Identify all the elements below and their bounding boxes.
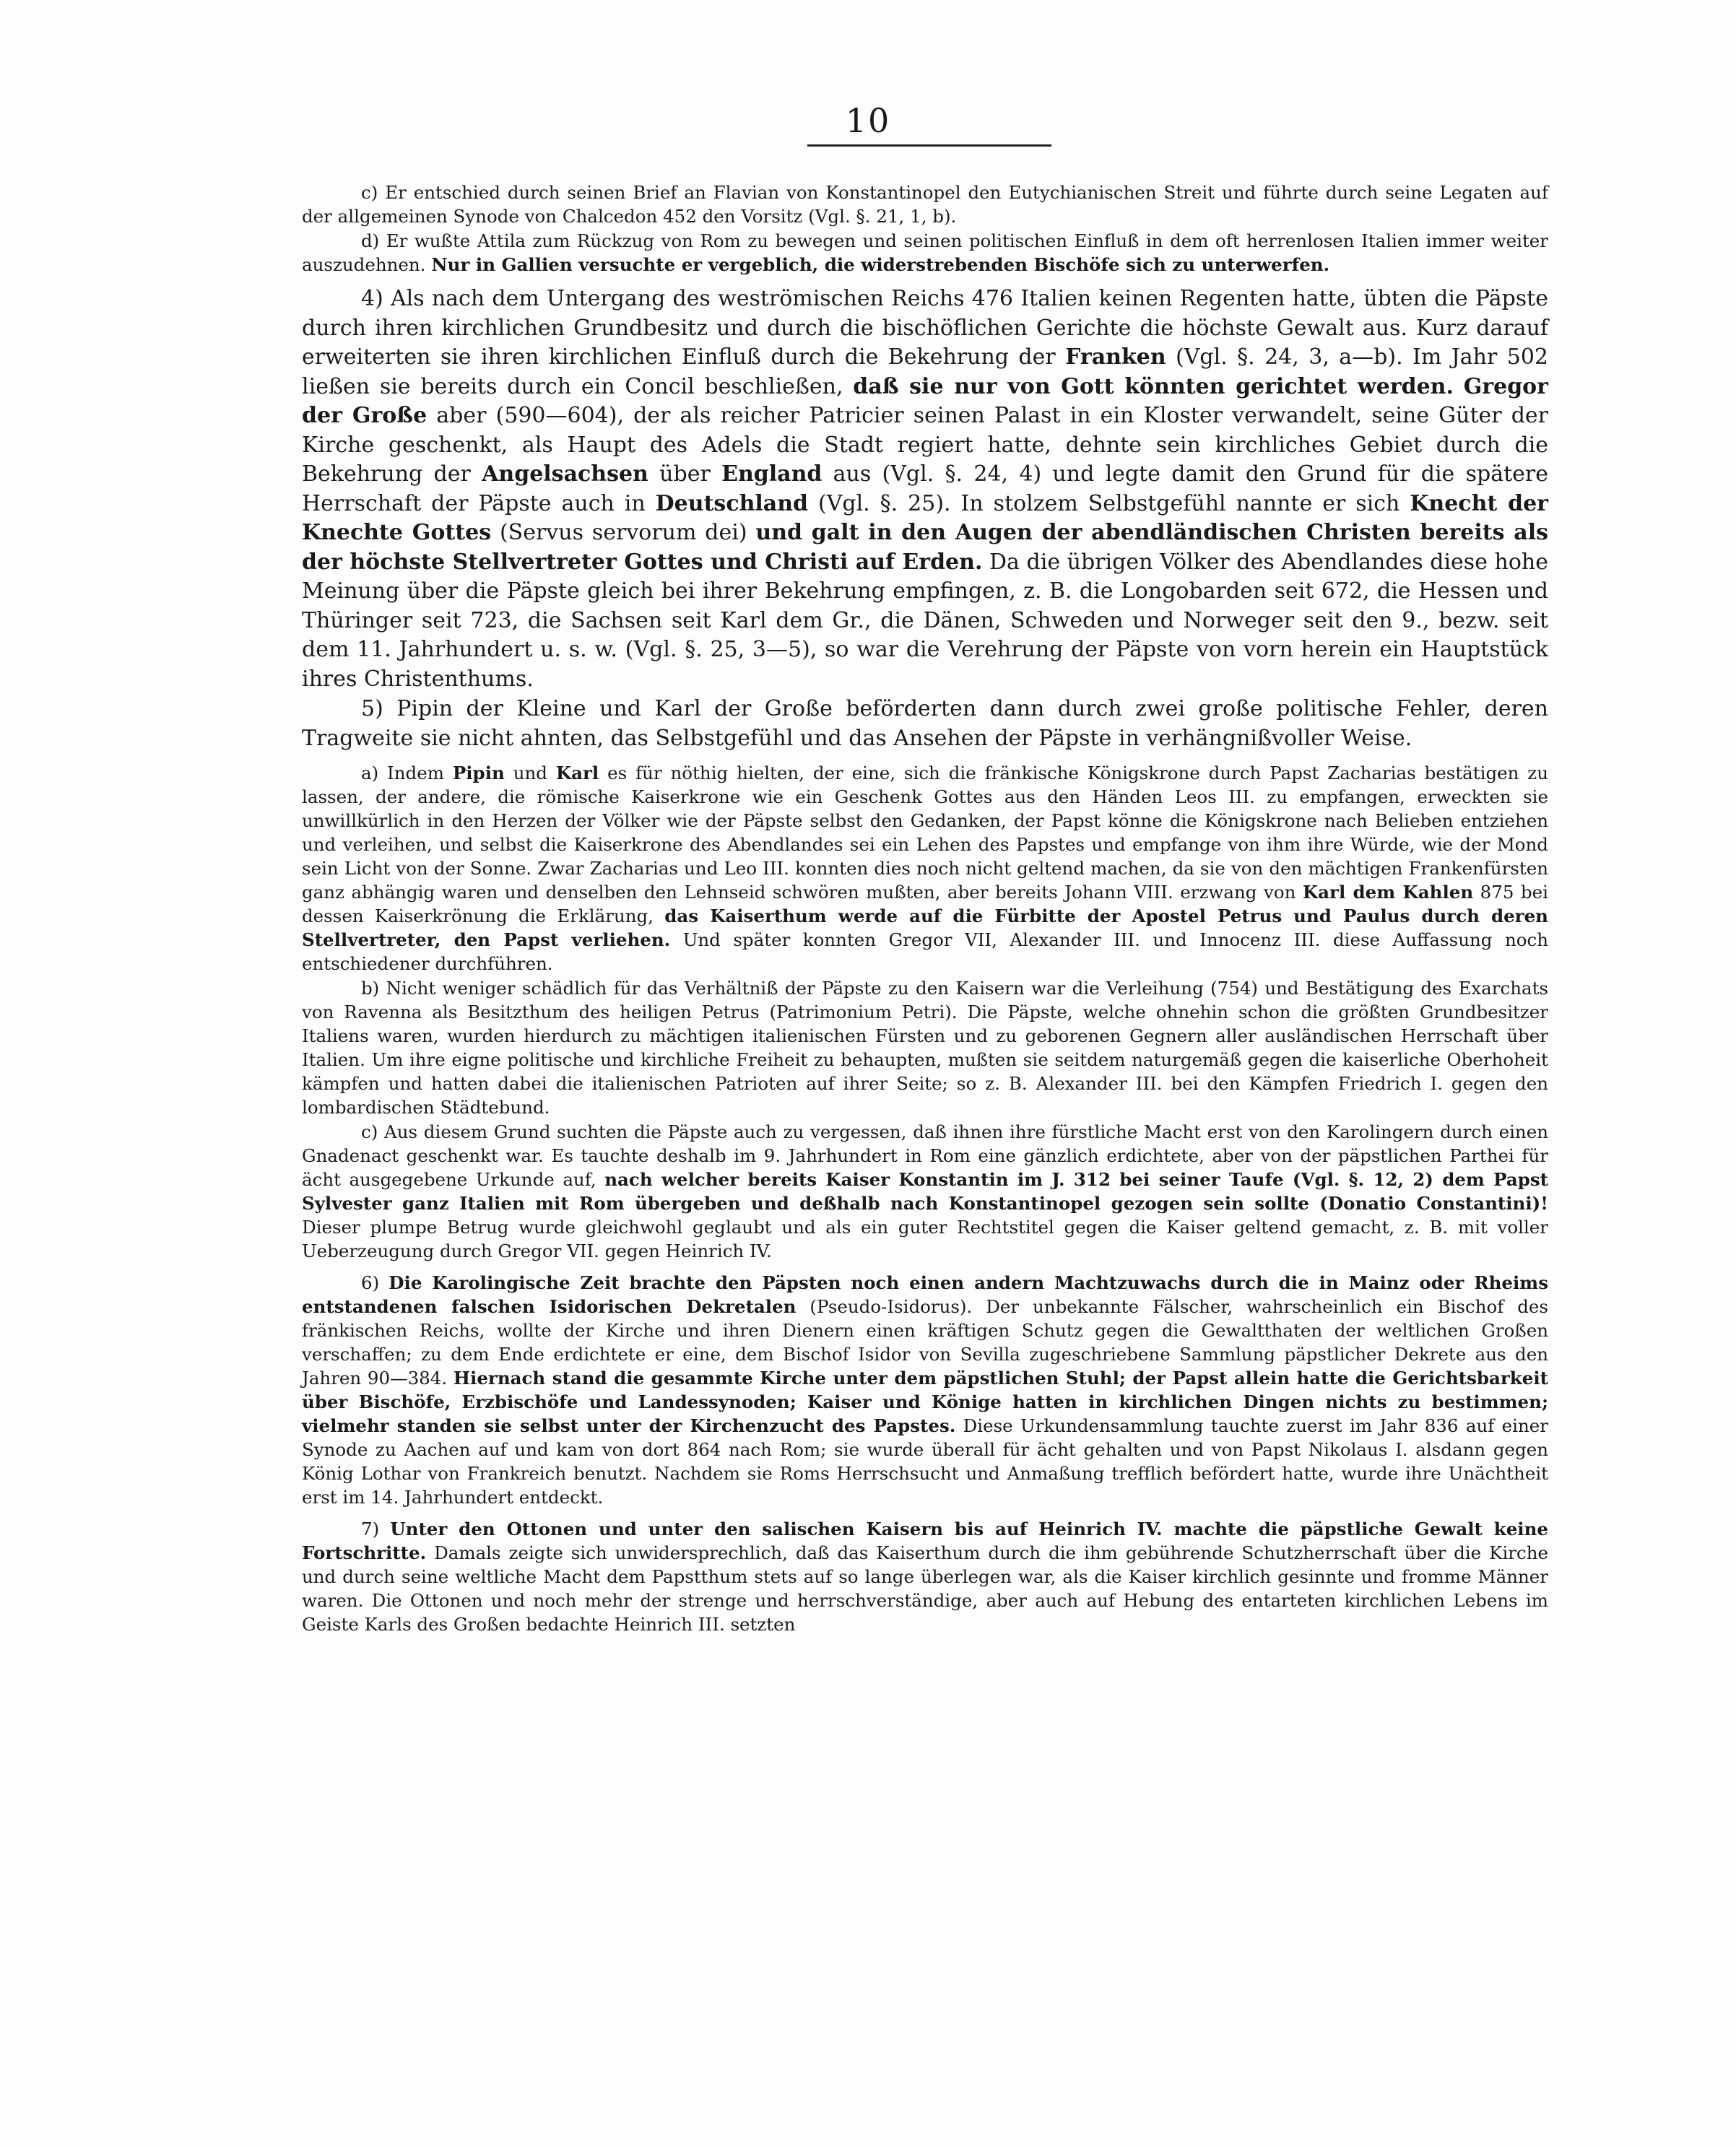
body-text: 6)	[361, 1272, 389, 1293]
emphasis-text: daß sie nur von Gott könnten gerichtet werden.	[853, 373, 1454, 399]
body-text: Und später konnten Gregor VII, Alexander III. und Innocenz III. diese Auffassung noch entschiedener durchführen.	[302, 929, 1548, 974]
emphasis-text: Angelsachsen	[482, 461, 648, 487]
body-text: (Servus servorum dei)	[491, 520, 756, 545]
emphasis-text: Karl	[555, 763, 599, 783]
emphasis-text: Knecht der Knechte Gottes	[302, 490, 1548, 545]
emphasis-text: Deutschland	[655, 490, 809, 516]
paragraph-gap	[302, 1264, 1548, 1271]
emphasis-text: das Kaiserthum werde auf die Fürbitte der Apostel Petrus und Paulus durch deren Stellvertreter, den Papst verliehen.	[302, 905, 1548, 950]
body-text: a) Indem	[361, 763, 453, 783]
body-text: über	[648, 461, 722, 487]
body-text: (Vgl. §. 24, 3, a—b). Im Jahr 502 ließen sie bereits durch ein Concil beschließen,	[302, 344, 1549, 399]
emphasis-text: Pipin	[452, 763, 505, 783]
paragraph-p6	[302, 1271, 1548, 1509]
paragraph-p4	[302, 284, 1548, 694]
body-text: c) Er entschied durch seinen Brief an Flavian von Konstantinopel den Eutychianischen Streit und führte durch seine Legaten auf der allgemeinen Synode von Chalcedon 452 den Vorsitz (Vgl. §. 21, 1, b).	[302, 182, 1548, 227]
paragraph-gap	[302, 1510, 1548, 1517]
body-text: es für nöthig hielten, der eine, sich die fränkische Königskrone durch Papst Zacharias bestätigen zu lassen, der andere, die römische Kaiserkrone wie ein Geschenk Gottes aus den Händen Leos III. zu empfangen, erweckten sie unwillkürlich in den Herzen der Völker wie der Päpste selbst den Gedanken, der Papst könne die Königskrone nach Belieben entziehen und verleihen, und selbst die Kaiserkrone des Abendlandes sei ein Lehen des Papstes und empfange von ihm ihre Würde, wie der Mond sein Licht von der Sonne. Zwar Zacharias und Leo III. konnten dies noch nicht geltend machen, da sie von den mächtigen Frankenfürsten ganz abhängig waren und denselben den Lehnseid schwören mußten, aber bereits Johann VIII. erzwang von	[302, 763, 1548, 903]
body-text: d) Er wußte Attila zum Rückzug von Rom zu bewegen und seinen politischen Einfluß in dem oft herrenlosen Italien immer weiter auszudehnen.	[302, 230, 1548, 275]
body-text: und	[504, 763, 556, 783]
body-text: aber (590—604), der als reicher Patricier seinen Palast in ein Kloster verwandelt, seine Güter der Kirche geschenkt, als Haupt des Adels die Stadt regiert hatte, dehnte sein kirchliches Gebiet durch die Bekehrung der	[302, 403, 1548, 487]
paragraph-gap	[302, 277, 1548, 284]
paragraph-p3d	[302, 229, 1548, 277]
emphasis-text: England	[721, 461, 823, 487]
page-body	[302, 181, 1548, 1637]
body-text: (Vgl. §. 25). In stolzem Selbstgefühl nannte er sich	[808, 490, 1410, 516]
emphasis-text: Hiernach stand die gesammte Kirche unter dem päpstlichen Stuhl; der Papst allein hatte die Gerichtsbarkeit über Bischöfe, Erzbischöfe und Landessynoden; Kaiser und Könige hatten in kirchlichen Dingen nichts zu bestimmen; vielmehr standen sie selbst unter der Kirchenzucht des Papstes.	[302, 1368, 1548, 1436]
emphasis-text: und galt in den Augen der abendländischen Christen bereits als der höchste Stellvertreter Gottes und Christi auf Erden.	[302, 520, 1549, 575]
body-text: 4) Als nach dem Untergang des weströmischen Reichs 476 Italien keinen Regenten hatte, übten die Päpste durch ihren kirchlichen Grundbesitz und durch die bischöflichen Gerichte die höchste Gewalt aus. Kurz darauf erweiterten sie ihren kirchlichen Einfluß durch die Bekehrung der	[302, 286, 1548, 370]
body-text: 7)	[361, 1519, 391, 1539]
body-text: Dieser plumpe Betrug wurde gleichwohl geglaubt und als ein guter Rechtstitel gegen die Kaiser geltend gemacht, z. B. mit voller Ueberzeugung durch Gregor VII. gegen Heinrich IV.	[302, 1217, 1548, 1261]
paragraph-gap	[302, 754, 1548, 761]
paragraph-p3c	[302, 181, 1548, 228]
body-text: b) Nicht weniger schädlich für das Verhältniß der Päpste zu den Kaisern war die Verleihung (754) und Bestätigung des Exarchats von Ravenna als Besitzthum des heiligen Petrus (Patrimonium Petri). Die Päpste, welche ohnehin schon die größten Grundbesitzer Italiens waren, wurden hierdurch zu mächtigen italienischen Fürsten und zu geborenen Gegnern aller ausländischen Herrschaft über Italien. Um ihre eigne politische und kirchliche Freiheit zu behaupten, mußten sie seitdem naturgemäß gegen die kaiserliche Oberhoheit kämpfen und hatten dabei die italienischen Patrioten auf ihrer Seite; so z. B. Alexander III. bei den Kämpfen Friedrich I. gegen den lombardischen Städtebund.	[302, 978, 1548, 1118]
emphasis-text: Unter den Ottonen und unter den salischen Kaisern bis auf Heinrich IV. machte die päpstliche Gewalt keine Fortschritte.	[302, 1519, 1548, 1563]
emphasis-text: Die Karolingische Zeit brachte den Päpsten noch einen andern Machtzuwachs durch die in Mainz oder Rheims entstandenen falschen Isidorischen Dekretalen	[302, 1272, 1548, 1317]
body-text: c) Aus diesem Grund suchten die Päpste auch zu vergessen, daß ihnen ihre fürstliche Macht erst von den Karolingern durch einen Gnadenact geschenkt war. Es tauchte deshalb im 9. Jahrhundert in Rom eine gänzlich erdichtete, aber von der päpstlichen Parthei für ächt ausgegebene Urkunde auf,	[302, 1121, 1548, 1190]
header-rule	[807, 144, 1051, 147]
emphasis-text: Karl dem Kahlen	[1302, 882, 1474, 903]
body-text	[1454, 374, 1464, 399]
paragraph-p5b	[302, 976, 1548, 1119]
body-text: Diese Urkundensammlung tauchte zuerst im Jahr 836 auf einer Synode zu Aachen auf und kam von dort 864 nach Rom; sie wurde überall für ächt gehalten und von Papst Nikolaus I. alsdann gegen König Lothar von Frankreich benutzt. Nachdem sie Roms Herrschsucht und Anmaßung trefflich befördert hatte, wurde ihre Unächtheit erst im 14. Jahrhundert entdeckt.	[302, 1415, 1548, 1508]
page-number: 10	[845, 101, 891, 140]
paragraph-p5a	[302, 761, 1548, 976]
paragraph-p5c	[302, 1120, 1548, 1263]
emphasis-text: Nur in Gallien versuchte er vergeblich, die widerstrebenden Bischöfe sich zu unterwerfen.	[431, 254, 1330, 275]
page-header	[0, 101, 1736, 140]
body-text: Damals zeigte sich unwidersprechlich, daß das Kaiserthum durch die ihm gebührende Schutzherrschaft über die Kirche und durch seine weltliche Macht dem Papstthum stets auf so lange überlegen war, als die Kaiser kirchlich gesinnte und fromme Männer waren. Die Ottonen und noch mehr der strenge und herrschverständige, aber auch auf Hebung des entarteten kirchlichen Lebens im Geiste Karls des Großen bedachte Heinrich III. setzten	[302, 1542, 1548, 1635]
emphasis-text: nach welcher bereits Kaiser Konstantin im J. 312 bei seiner Taufe (Vgl. §. 12, 2) dem Papst Sylvester ganz Italien mit Rom übergeben und deßhalb nach Konstantinopel gezogen sein sollte (Donatio Constantini)!	[302, 1169, 1548, 1214]
emphasis-text: Franken	[1065, 344, 1166, 370]
emphasis-text: Gregor der Große	[302, 373, 1548, 428]
paragraph-p7	[302, 1517, 1548, 1636]
body-text: Da die übrigen Völker des Abendlandes diese hohe Meinung über die Päpste gleich bei ihrer Bekehrung empfingen, z. B. die Longobarden seit 672, die Hessen und Thüringer seit 723, die Sachsen seit Karl dem Gr., die Dänen, Schweden und Norweger seit den 9., bezw. seit dem 11. Jahrhundert u. s. w. (Vgl. §. 25, 3—5), so war die Verehrung der Päpste von vorn herein ein Hauptstück ihres Christenthums.	[302, 549, 1548, 692]
body-text: aus (Vgl. §. 24, 4) und legte damit den Grund für die spätere Herrschaft der Päpste auch in	[302, 461, 1548, 516]
body-text: 5) Pipin der Kleine und Karl der Große beförderten dann durch zwei große politische Fehler, deren Tragweite sie nicht ahnten, das Selbstgefühl und das Ansehen der Päpste in verhängnißvoller Weise.	[302, 696, 1548, 751]
paragraph-p5	[302, 695, 1548, 753]
body-text: 875 bei dessen Kaiserkrönung die Erklärung,	[302, 882, 1548, 926]
body-text: (Pseudo-Isidorus). Der unbekannte Fälscher, wahrscheinlich ein Bischof des fränkischen Reichs, wollte der Kirche und ihren Dienern einen kräftigen Schutz gegen die Gewaltthaten der weltlichen Großen verschaffen; zu dem Ende erdichtete er eine, dem Bischof Isidor von Sevilla zugeschriebene Sammlung päpstlicher Dekrete aus den Jahren 90—384.	[302, 1296, 1548, 1389]
